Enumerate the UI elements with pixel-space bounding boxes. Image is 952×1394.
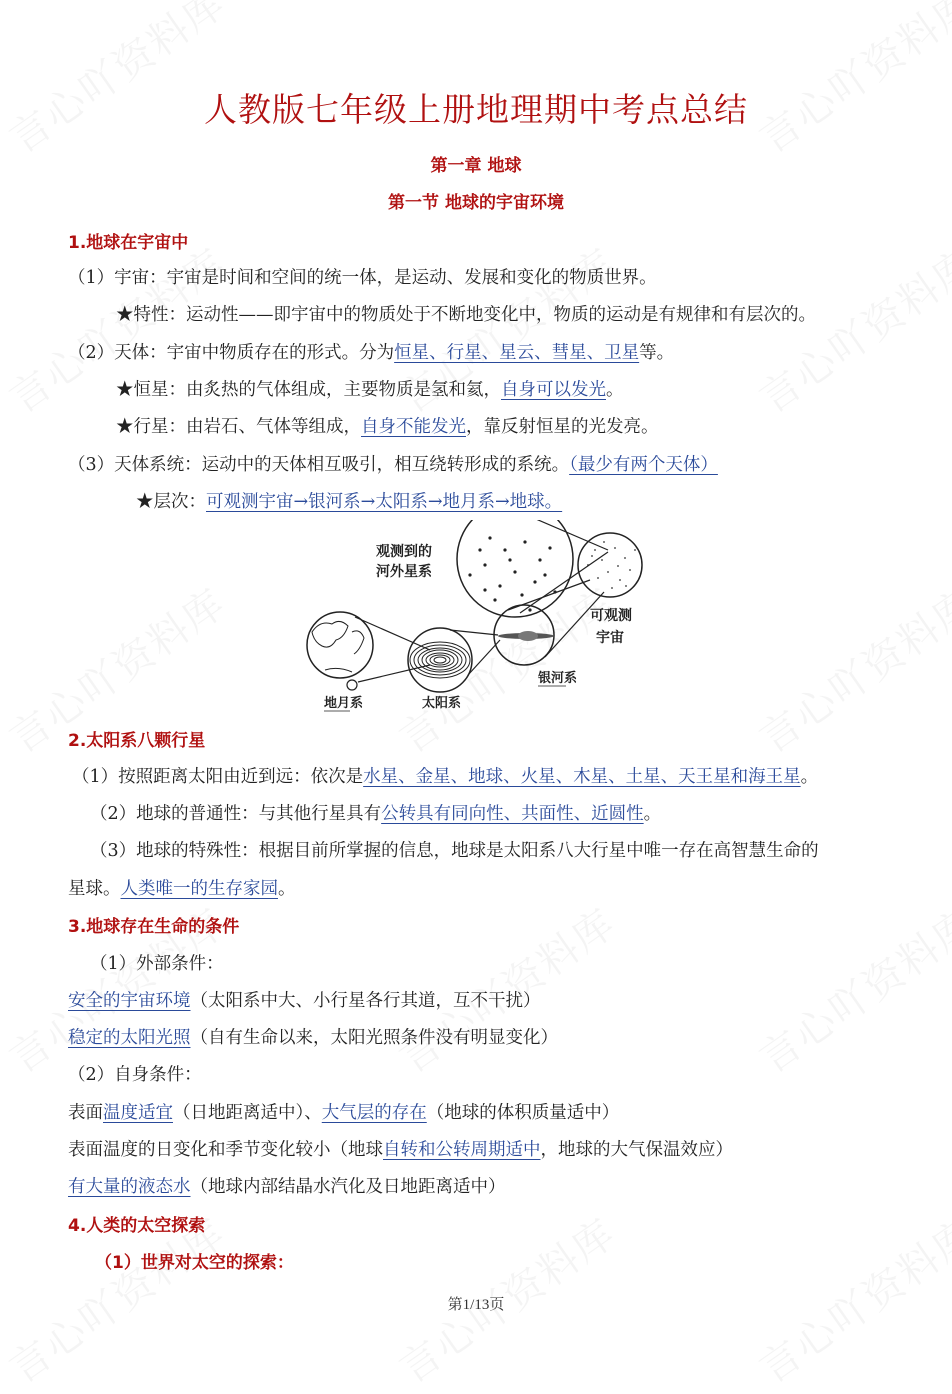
paragraph-temperature-variation: [68, 1136, 733, 1161]
paragraph-universe-feature: ★特性：运动性——即宇宙中的物质处于不断地变化中，物质的运动是有规律和有层次的。: [116, 305, 816, 325]
text: ，地球的大气保温效应）: [540, 1140, 733, 1160]
watermark: [746, 893, 952, 1084]
text: （太阳系中大、小行星各行其道，互不干扰）: [190, 991, 541, 1011]
keyword: 自转和公转周期适中: [383, 1140, 541, 1160]
paragraph-celestial-bodies: [68, 339, 674, 364]
text: 。: [278, 879, 296, 899]
celestial-system-diagram: [290, 520, 670, 720]
keyword: 自身不能发光: [361, 417, 466, 437]
text: （1）按照距离太阳由近到远：依次是: [72, 767, 364, 787]
paragraph-planet: [116, 413, 659, 438]
keyword: 可观测宇宙→银河系→太阳系→地月系→地球。: [206, 492, 563, 512]
keyword: （最少有两个天体）: [569, 455, 718, 475]
keyword: 自身可以发光: [501, 380, 606, 400]
text: ★行星：由岩石、气体等组成，: [116, 417, 361, 437]
heading-solar-planets: 2.太阳系八颗行星: [68, 731, 206, 751]
paragraph-earth-uniqueness: （3）地球的特殊性：根据目前所掌握的信息，地球是太阳系八大行星中唯一存在高智慧生命的: [90, 841, 819, 861]
chapter-heading: 第一章 地球: [430, 156, 522, 176]
svg-text:观测到的: 观测到的: [376, 544, 432, 560]
text: 星球。: [68, 879, 121, 899]
section-heading: 第一节 地球的宇宙环境: [388, 193, 564, 213]
svg-text:河外星系: 河外星系: [376, 564, 432, 580]
keyword: 人类唯一的生存家园: [120, 879, 278, 899]
paragraph-own-conditions: （2）自身条件：: [68, 1065, 202, 1085]
svg-text:太阳系: 太阳系: [422, 696, 462, 711]
text: （地球的体积质量适中）: [426, 1103, 620, 1123]
text: ，靠反射恒星的光发亮。: [466, 417, 659, 437]
watermark: [746, 0, 952, 164]
keyword: 温度适宜: [103, 1103, 173, 1123]
heading-earth-in-universe: 1.地球在宇宙中: [68, 233, 189, 253]
text: 。: [643, 804, 662, 824]
subheading-world-exploration: （1）世界对太空的探索：: [95, 1253, 294, 1273]
hierarchy-diagram: [290, 520, 670, 720]
text: （地球内部结晶水汽化及日地距离适中）: [190, 1177, 506, 1197]
svg-text:银河系: 银河系: [538, 671, 578, 686]
page-number: 第1/13页: [447, 1297, 505, 1313]
paragraph-levels: [136, 488, 562, 513]
keyword: 恒星、行星、星云、彗星、卫星: [394, 343, 640, 363]
keyword: 公转具有同向性、共面性、近圆性: [381, 804, 644, 824]
text: （3）天体系统：运动中的天体相互吸引，相互绕转形成的系统。: [68, 455, 570, 475]
paragraph-earth-commonality: [90, 800, 661, 825]
text: （自有生命以来，太阳光照条件没有明显变化）: [190, 1028, 558, 1048]
paragraph-temperature-atmosphere: [68, 1099, 619, 1124]
keyword: 有大量的液态水: [68, 1177, 191, 1197]
text: （2）天体：宇宙中物质存在的形式。分为: [68, 343, 395, 363]
watermark: [746, 233, 952, 424]
paragraph-earth-uniqueness-cont: [68, 875, 296, 900]
watermark: [746, 573, 952, 764]
svg-text:宇宙: 宇宙: [596, 630, 624, 646]
paragraph-universe: （1）宇宙：宇宙是时间和空间的统一体，是运动、发展和变化的物质世界。: [68, 268, 657, 288]
keyword: 大气层的存在: [321, 1103, 427, 1123]
heading-life-conditions: 3.地球存在生命的条件: [68, 917, 240, 937]
text: （日地距离适中）、: [173, 1103, 322, 1123]
text: （2）地球的普通性：与其他行星具有: [90, 804, 382, 824]
text: 表面温度的日变化和季节变化较小（地球: [68, 1140, 383, 1160]
paragraph-star: [116, 376, 624, 401]
text: 。: [800, 767, 819, 787]
paragraph-stable-sunlight: [68, 1024, 558, 1049]
text: 表面: [68, 1103, 103, 1123]
text: 等。: [639, 343, 675, 363]
paragraph-safe-environment: [68, 987, 541, 1012]
paragraph-external-conditions: （1）外部条件：: [90, 954, 224, 974]
text: ★恒星：由炙热的气体组成，主要物质是氢和氦，: [116, 380, 501, 400]
text: ★层次：: [136, 492, 206, 512]
text: 。: [606, 380, 624, 400]
document-title: 人教版七年级上册地理期中考点总结: [204, 90, 748, 129]
paragraph-planet-order: [72, 763, 818, 788]
paragraph-liquid-water: [68, 1173, 506, 1198]
watermark: [0, 0, 236, 164]
svg-text:地月系: 地月系: [324, 696, 364, 711]
keyword: 水星、金星、地球、火星、木星、土星、天王星和海王星: [363, 767, 801, 787]
heading-space-exploration: 4.人类的太空探索: [68, 1216, 206, 1236]
svg-text:可观测: 可观测: [590, 608, 632, 624]
paragraph-celestial-system: [68, 451, 718, 476]
galaxies-circle: [457, 520, 573, 617]
keyword: 安全的宇宙环境: [68, 991, 191, 1011]
keyword: 稳定的太阳光照: [68, 1028, 191, 1048]
